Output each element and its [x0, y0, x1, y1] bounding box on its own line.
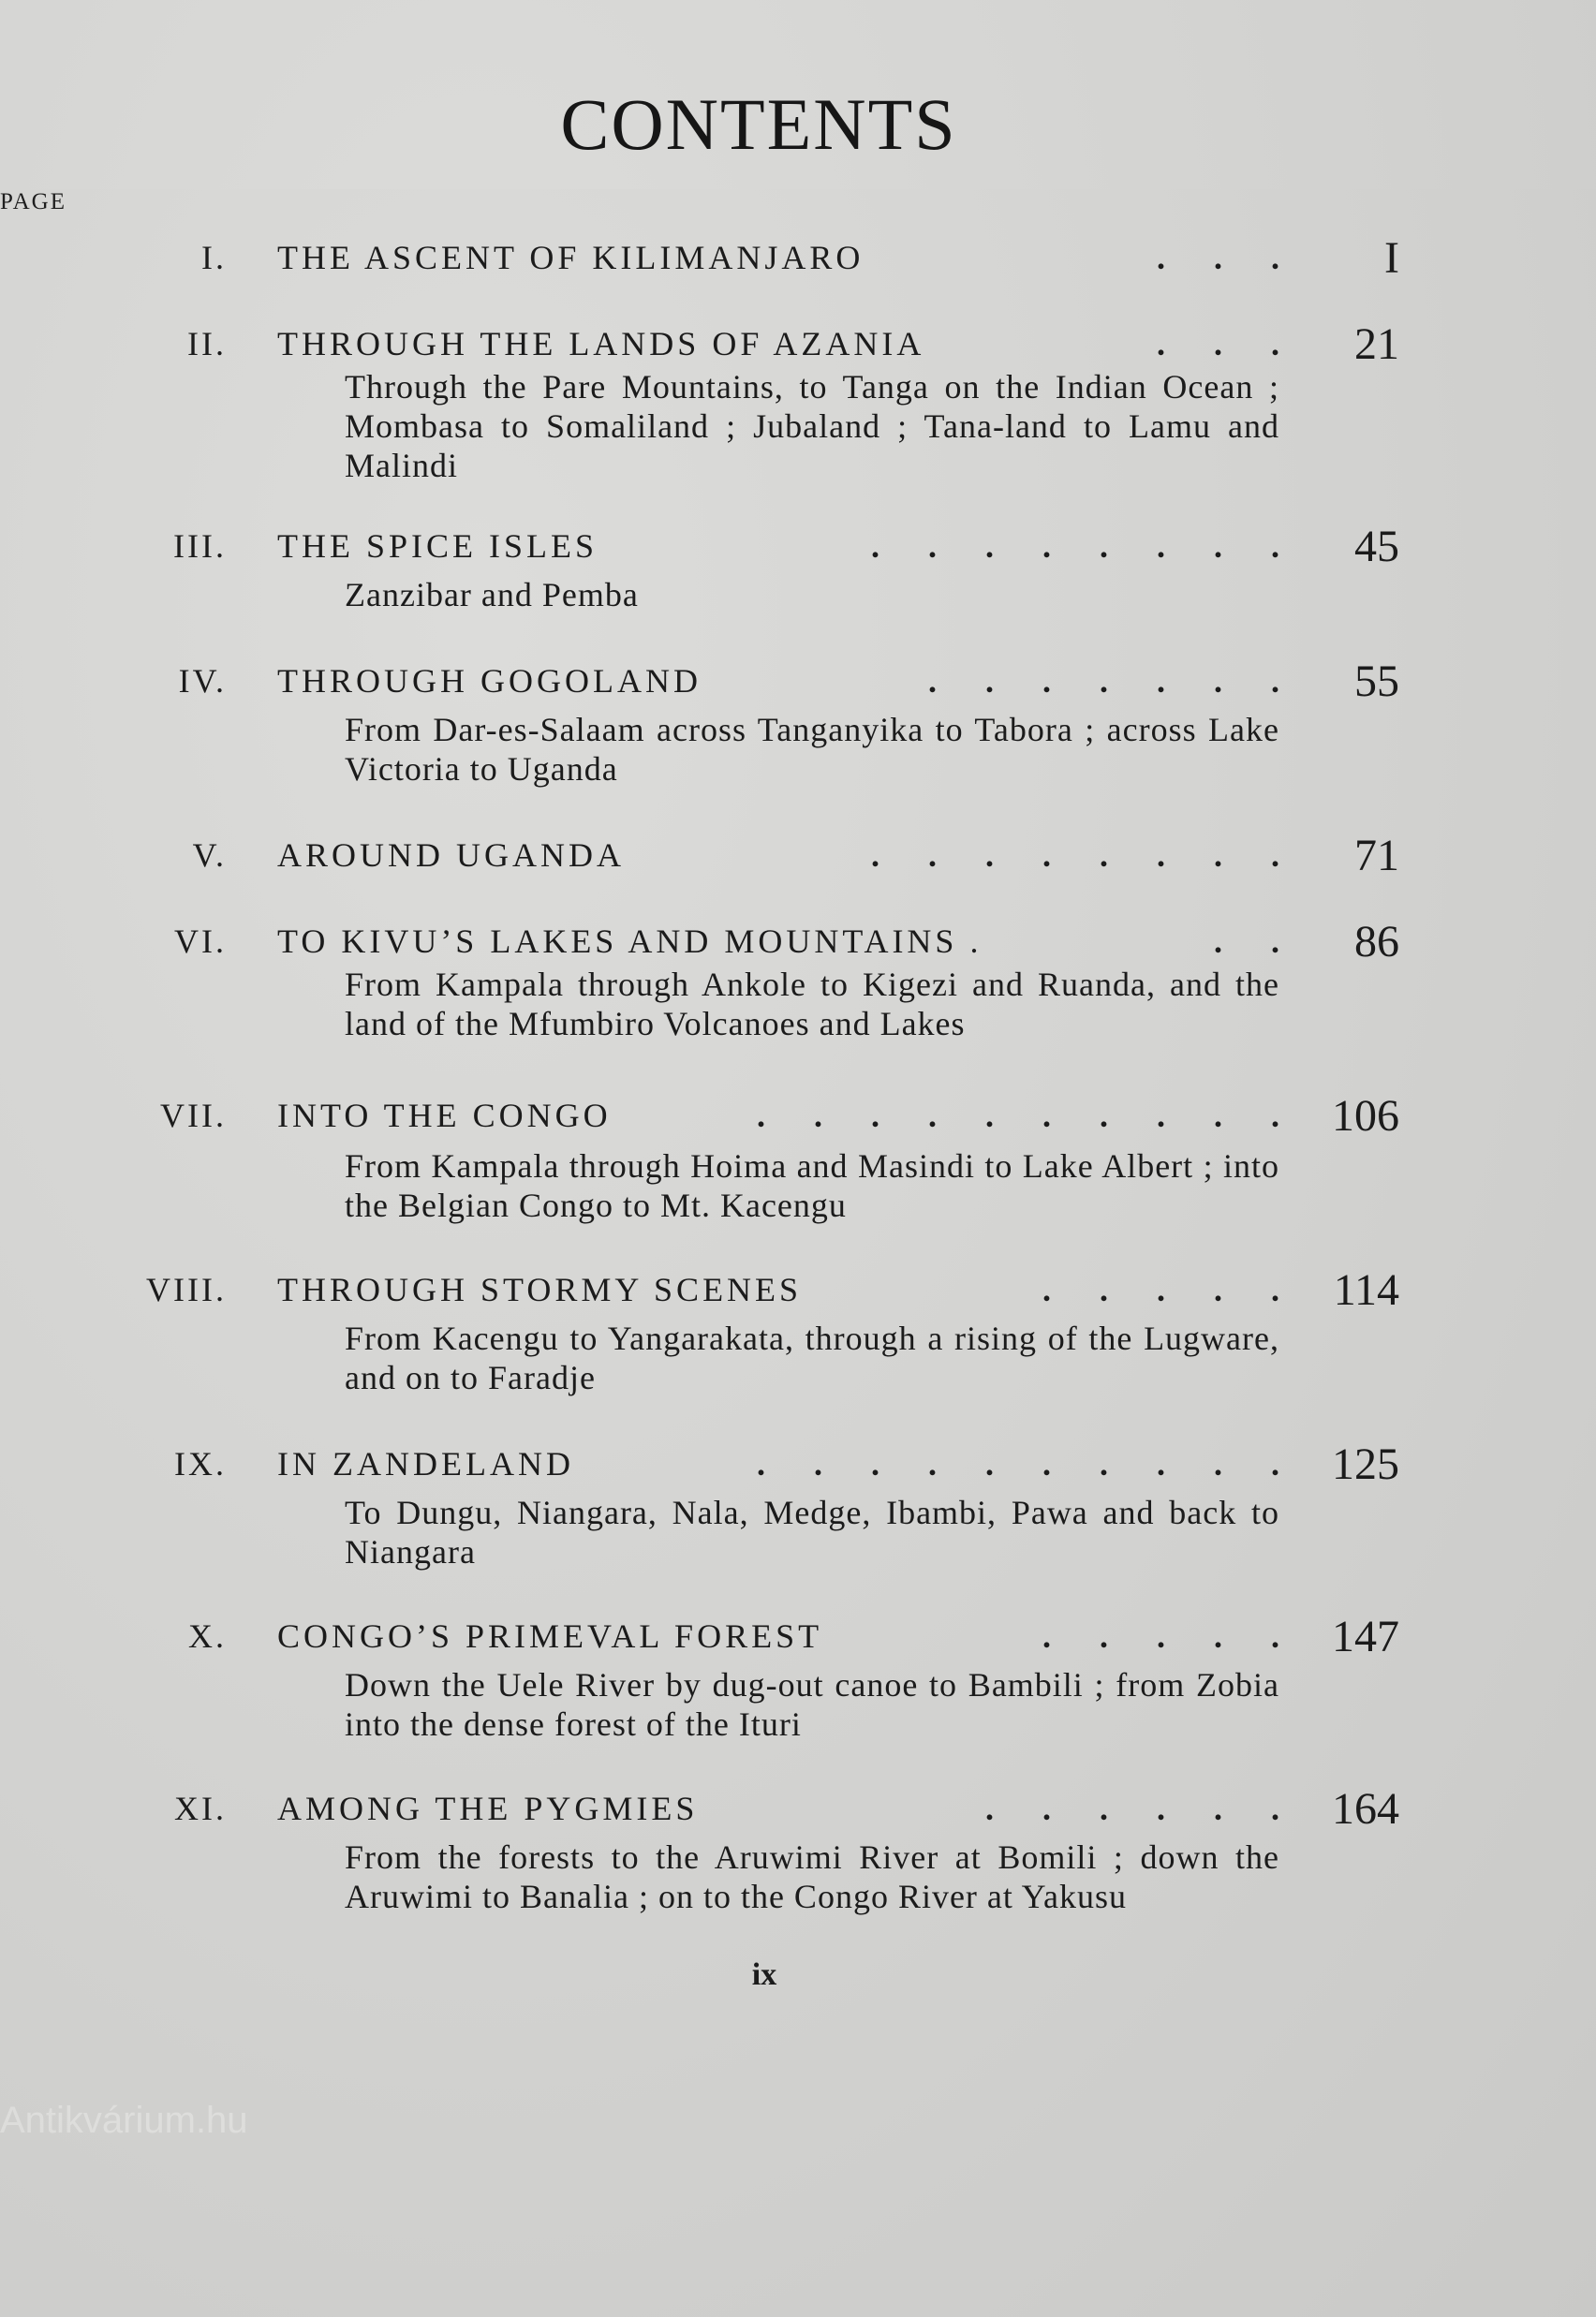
- dot-leaders: . . . . . . . .: [871, 836, 1279, 874]
- dot-leaders: . . . . . . .: [928, 662, 1279, 700]
- chapter-number: VI.: [174, 922, 227, 960]
- page-number: 164: [1332, 1784, 1399, 1834]
- chapter-title: INTO THE CONGO: [277, 1097, 612, 1134]
- chapter-title: THROUGH STORMY SCENES: [277, 1271, 803, 1308]
- chapter-number: X.: [188, 1617, 227, 1655]
- dot-leaders: . . . . . . . . . .: [757, 1445, 1279, 1483]
- chapter-description: Zanzibar and Pemba: [345, 576, 639, 613]
- page-column-header: PAGE: [0, 189, 1596, 2317]
- chapter-title: TO KIVU’S LAKES AND MOUNTAINS .: [277, 922, 983, 960]
- dot-leaders: . . . . . . . .: [871, 527, 1279, 565]
- chapter-number: VIII.: [146, 1271, 227, 1308]
- page-number: 114: [1333, 1265, 1399, 1315]
- chapter-number: V.: [192, 836, 227, 874]
- chapter-number: IV.: [178, 662, 227, 700]
- chapter-number: XI.: [174, 1790, 227, 1827]
- chapter-title: THE SPICE ISLES: [277, 527, 598, 565]
- chapter-title: THROUGH GOGOLAND: [277, 662, 702, 700]
- page-title: CONTENTS: [560, 83, 957, 165]
- chapter-title: CONGO’S PRIMEVAL FOREST: [277, 1617, 823, 1655]
- chapter-title: AROUND UGANDA: [277, 836, 625, 874]
- chapter-description: From Kampala through Hoima and Masindi to Lake Albert ; into the Belgian Congo to Mt. Kacengu: [345, 1147, 1279, 1224]
- page-number: 86: [1354, 917, 1399, 967]
- chapter-number: IX.: [174, 1445, 227, 1483]
- page-number: 147: [1332, 1612, 1399, 1661]
- chapter-number: III.: [173, 527, 227, 565]
- chapter-title: AMONG THE PYGMIES: [277, 1790, 699, 1827]
- chapter-description: Down the Uele River by dug-out canoe to Bambili ; from Zobia into the dense forest of the Ituri: [345, 1666, 1279, 1743]
- chapter-description: From Dar-es-Salaam across Tanganyika to Tabora ; across Lake Victoria to Uganda: [345, 711, 1279, 788]
- dot-leaders: . . .: [1157, 239, 1279, 276]
- page-number: 55: [1354, 657, 1399, 706]
- chapter-title: THE ASCENT OF KILIMANJARO: [277, 239, 864, 276]
- chapter-description: From Kampala through Ankole to Kigezi and Ruanda, and the land of the Mfumbiro Volcanoes and Lakes: [345, 966, 1279, 1042]
- chapter-number: I.: [201, 239, 227, 276]
- dot-leaders: . . .: [1157, 325, 1279, 362]
- chapter-number: VII.: [160, 1097, 227, 1134]
- page-number: I: [1384, 233, 1399, 283]
- page-number: 45: [1354, 522, 1399, 571]
- page-number: 21: [1354, 319, 1399, 369]
- page-folio: ix: [751, 1957, 777, 1992]
- chapter-title: THROUGH THE LANDS OF AZANIA: [277, 325, 925, 362]
- dot-leaders: . . . . .: [1042, 1271, 1279, 1308]
- watermark: Antikvárium.hu: [0, 2100, 248, 2141]
- dot-leaders: . .: [1214, 922, 1279, 960]
- dot-leaders: . . . . . . . . . .: [757, 1097, 1279, 1134]
- chapter-description: From Kacengu to Yangarakata, through a rising of the Lugware, and on to Faradje: [345, 1320, 1279, 1396]
- chapter-title: IN ZANDELAND: [277, 1445, 574, 1483]
- dot-leaders: . . . . .: [1042, 1617, 1279, 1655]
- page-number: 71: [1354, 831, 1399, 880]
- page-number: 106: [1332, 1091, 1399, 1141]
- chapter-description: To Dungu, Niangara, Nala, Medge, Ibambi, Pawa and back to Niangara: [345, 1494, 1279, 1571]
- chapter-description: From the forests to the Aruwimi River at Bomili ; down the Aruwimi to Banalia ; on to the Congo River at Yakusu: [345, 1838, 1279, 1915]
- chapter-description: Through the Pare Mountains, to Tanga on the Indian Ocean ; Mombasa to Somaliland ; Jubaland ; Tana-land to Lamu and Malindi: [345, 368, 1279, 484]
- page-number: 125: [1332, 1439, 1399, 1489]
- chapter-number: II.: [187, 325, 227, 362]
- dot-leaders: . . . . . .: [985, 1790, 1279, 1827]
